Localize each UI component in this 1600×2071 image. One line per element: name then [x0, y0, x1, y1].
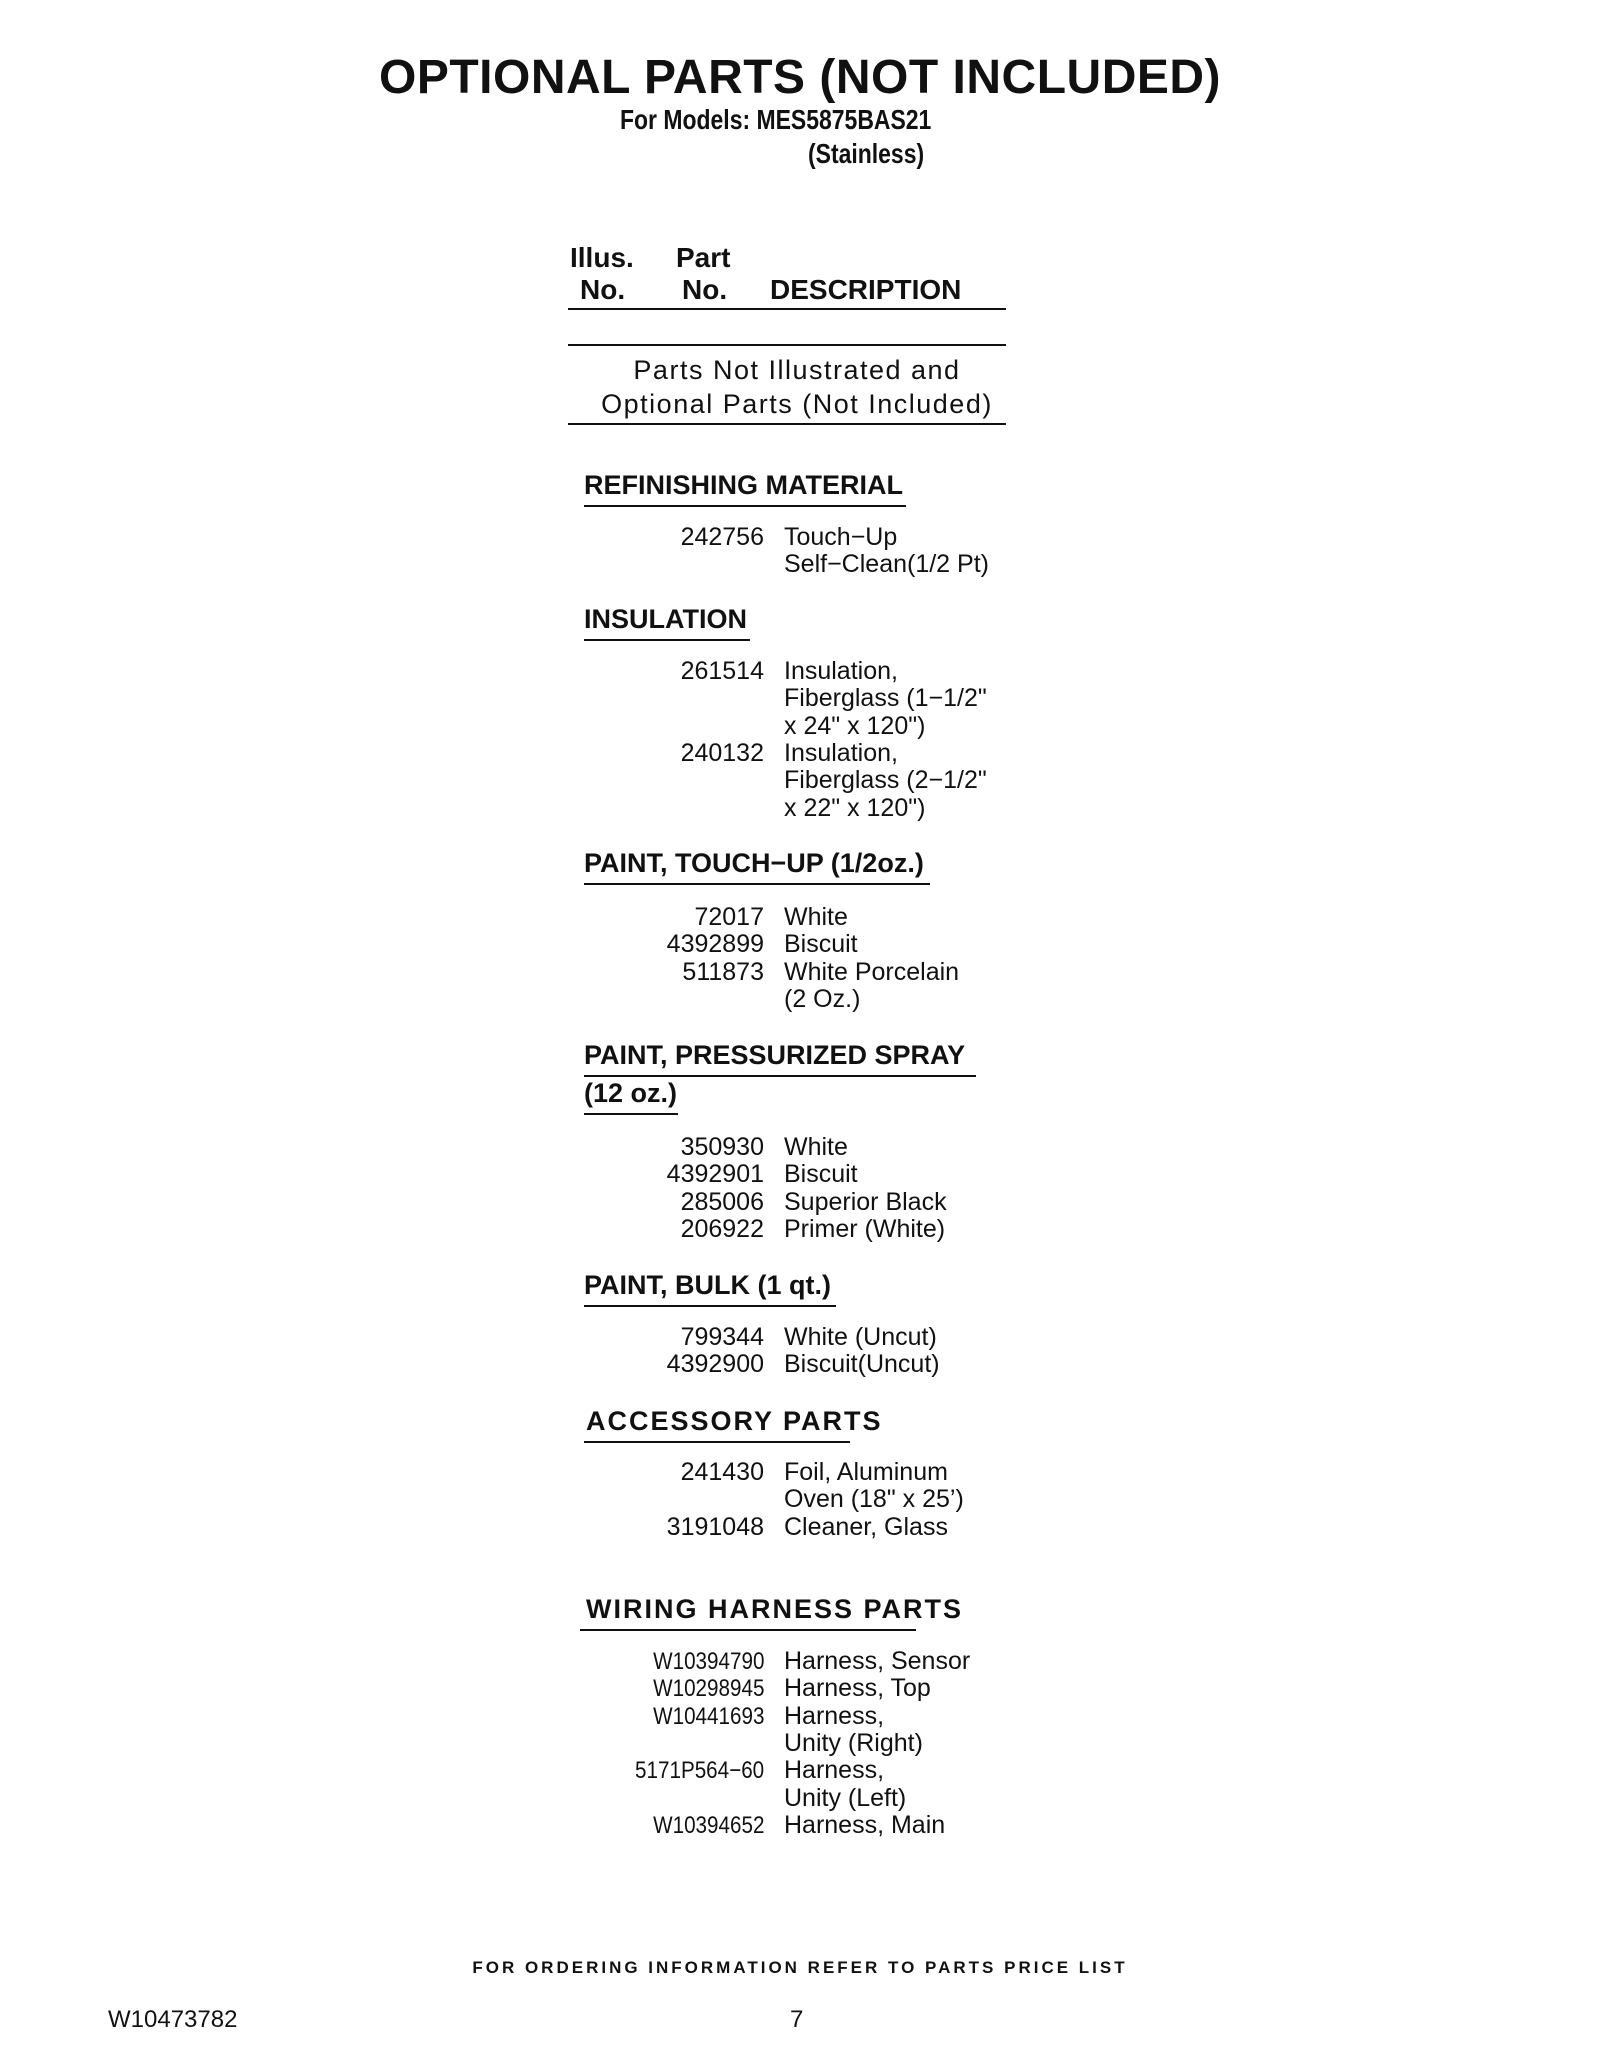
- section-heading: ACCESSORY PARTS: [586, 1406, 883, 1436]
- section-heading-continued: (12 oz.): [584, 1078, 678, 1108]
- part-number: 206922: [680, 1214, 764, 1243]
- box-bottom-rule: [568, 423, 1006, 425]
- illus-no-label: No.: [580, 274, 626, 305]
- part-row: [580, 1757, 1000, 1784]
- part-description: White Porcelain: [784, 957, 960, 986]
- part-row: [580, 551, 1000, 578]
- page-number: 7: [790, 2006, 804, 2033]
- part-row: [580, 1703, 1000, 1730]
- part-number: 511873: [682, 957, 764, 986]
- part-number: 3191048: [666, 1512, 764, 1541]
- part-description: x 24" x 120"): [784, 711, 926, 740]
- section-heading-rule: [584, 1305, 836, 1307]
- part-number: W10394652: [652, 1811, 764, 1839]
- part-description: Primer (White): [784, 1214, 946, 1243]
- part-description: Harness, Sensor: [784, 1647, 971, 1675]
- part-row: [580, 931, 1000, 958]
- part-row: [580, 713, 1000, 740]
- part-row: [580, 1675, 1000, 1702]
- part-row: [580, 685, 1000, 712]
- part-description: White: [784, 1133, 848, 1161]
- part-description: Insulation,: [784, 738, 898, 767]
- models-line: For Models: MES5875BAS21: [620, 104, 932, 135]
- not-illustrated-note: [574, 353, 1020, 421]
- part-number: 350930: [680, 1133, 764, 1161]
- part-row: [580, 1189, 1000, 1216]
- part-number: W10298945: [652, 1675, 764, 1703]
- illus-label: Illus.: [570, 242, 634, 273]
- part-description: Fiberglass (2−1/2": [784, 766, 987, 795]
- part-number: 799344: [680, 1323, 764, 1351]
- section-heading-rule: [584, 1075, 976, 1077]
- part-row: [580, 524, 1000, 551]
- part-row: [580, 986, 1000, 1013]
- part-description: Unity (Left): [784, 1783, 907, 1812]
- description-label: DESCRIPTION: [770, 274, 962, 305]
- part-description: Harness,: [784, 1756, 885, 1785]
- part-row: [580, 1812, 1000, 1839]
- part-number: 261514: [680, 657, 764, 685]
- part-number: 4392900: [666, 1350, 764, 1379]
- part-number: 241430: [680, 1458, 764, 1486]
- part-description: White: [784, 903, 848, 931]
- part-number: 4392901: [666, 1160, 764, 1189]
- part-number: W10441693: [652, 1702, 764, 1730]
- part-row: [580, 1730, 1000, 1757]
- part-row: [580, 1161, 1000, 1188]
- part-row: [580, 1785, 1000, 1812]
- part-row: [580, 767, 1000, 794]
- part-label: Part: [676, 242, 731, 273]
- section-heading: PAINT, PRESSURIZED SPRAY: [584, 1040, 966, 1070]
- part-row: [580, 1459, 1000, 1486]
- part-description: Touch−Up: [784, 523, 898, 551]
- part-number: 5171P564−60: [634, 1757, 764, 1785]
- part-row: [580, 1324, 1000, 1351]
- part-row: [580, 795, 1000, 822]
- section-heading: INSULATION: [584, 604, 747, 634]
- ordering-note: FOR ORDERING INFORMATION REFER TO PARTS PRICE LIST: [472, 1958, 1128, 1977]
- not-illustrated-line-2: Optional Parts (Not Included): [601, 389, 993, 419]
- section-heading: WIRING HARNESS PARTS: [586, 1594, 964, 1624]
- part-row: [580, 1216, 1000, 1243]
- part-row: [580, 1134, 1000, 1161]
- part-number: 242756: [680, 523, 764, 551]
- part-description: Oven (18" x 25’): [784, 1485, 964, 1514]
- part-description: Biscuit(Uncut): [784, 1350, 940, 1379]
- part-description: Fiberglass (1−1/2": [784, 684, 987, 713]
- section-heading-rule: [584, 639, 750, 641]
- part-row: [580, 1486, 1000, 1513]
- part-description: Biscuit: [784, 1160, 858, 1189]
- section-heading: REFINISHING MATERIAL: [584, 470, 903, 500]
- part-description: Harness, Top: [784, 1674, 931, 1703]
- part-description: Biscuit: [784, 930, 858, 959]
- document-number: W10473782: [108, 2006, 238, 2033]
- part-row: [580, 1351, 1000, 1378]
- header-rule: [568, 308, 1006, 310]
- part-number: W10394790: [652, 1648, 764, 1675]
- part-number: 72017: [694, 903, 764, 931]
- part-row: [580, 1648, 1000, 1675]
- page-title: OPTIONAL PARTS (NOT INCLUDED): [378, 51, 1222, 104]
- part-description: Harness,: [784, 1701, 885, 1730]
- box-top-rule: [568, 344, 1006, 346]
- part-description: Foil, Aluminum: [784, 1458, 948, 1486]
- part-row: [580, 904, 1000, 931]
- part-description: Unity (Right): [784, 1728, 923, 1757]
- part-description: White (Uncut): [784, 1323, 937, 1351]
- part-description: Superior Black: [784, 1187, 947, 1216]
- part-row: [580, 1514, 1000, 1541]
- section-heading-rule: [584, 1113, 678, 1115]
- part-no-label: No.: [682, 274, 728, 305]
- part-row: [580, 959, 1000, 986]
- section-heading: PAINT, TOUCH−UP (1/2oz.): [584, 848, 924, 878]
- part-number: 285006: [680, 1187, 764, 1216]
- part-number: 4392899: [666, 930, 764, 959]
- part-number: 240132: [680, 738, 764, 767]
- part-description: Insulation,: [784, 657, 898, 685]
- section-heading-rule: [580, 1629, 916, 1631]
- part-row: [580, 658, 1000, 685]
- part-description: (2 Oz.): [784, 984, 861, 1013]
- finish-label: (Stainless): [808, 138, 925, 169]
- part-description: Self−Clean(1/2 Pt): [784, 550, 989, 579]
- section-heading-rule: [584, 505, 906, 507]
- section-heading-rule: [584, 883, 930, 885]
- part-description: Harness, Main: [784, 1810, 946, 1839]
- part-description: Cleaner, Glass: [784, 1512, 948, 1541]
- not-illustrated-line-1: Parts Not Illustrated and: [633, 355, 961, 385]
- section-heading-rule: [584, 1441, 850, 1443]
- section-heading: PAINT, BULK (1 qt.): [584, 1270, 831, 1300]
- part-row: [580, 740, 1000, 767]
- part-description: x 22" x 120"): [784, 793, 926, 822]
